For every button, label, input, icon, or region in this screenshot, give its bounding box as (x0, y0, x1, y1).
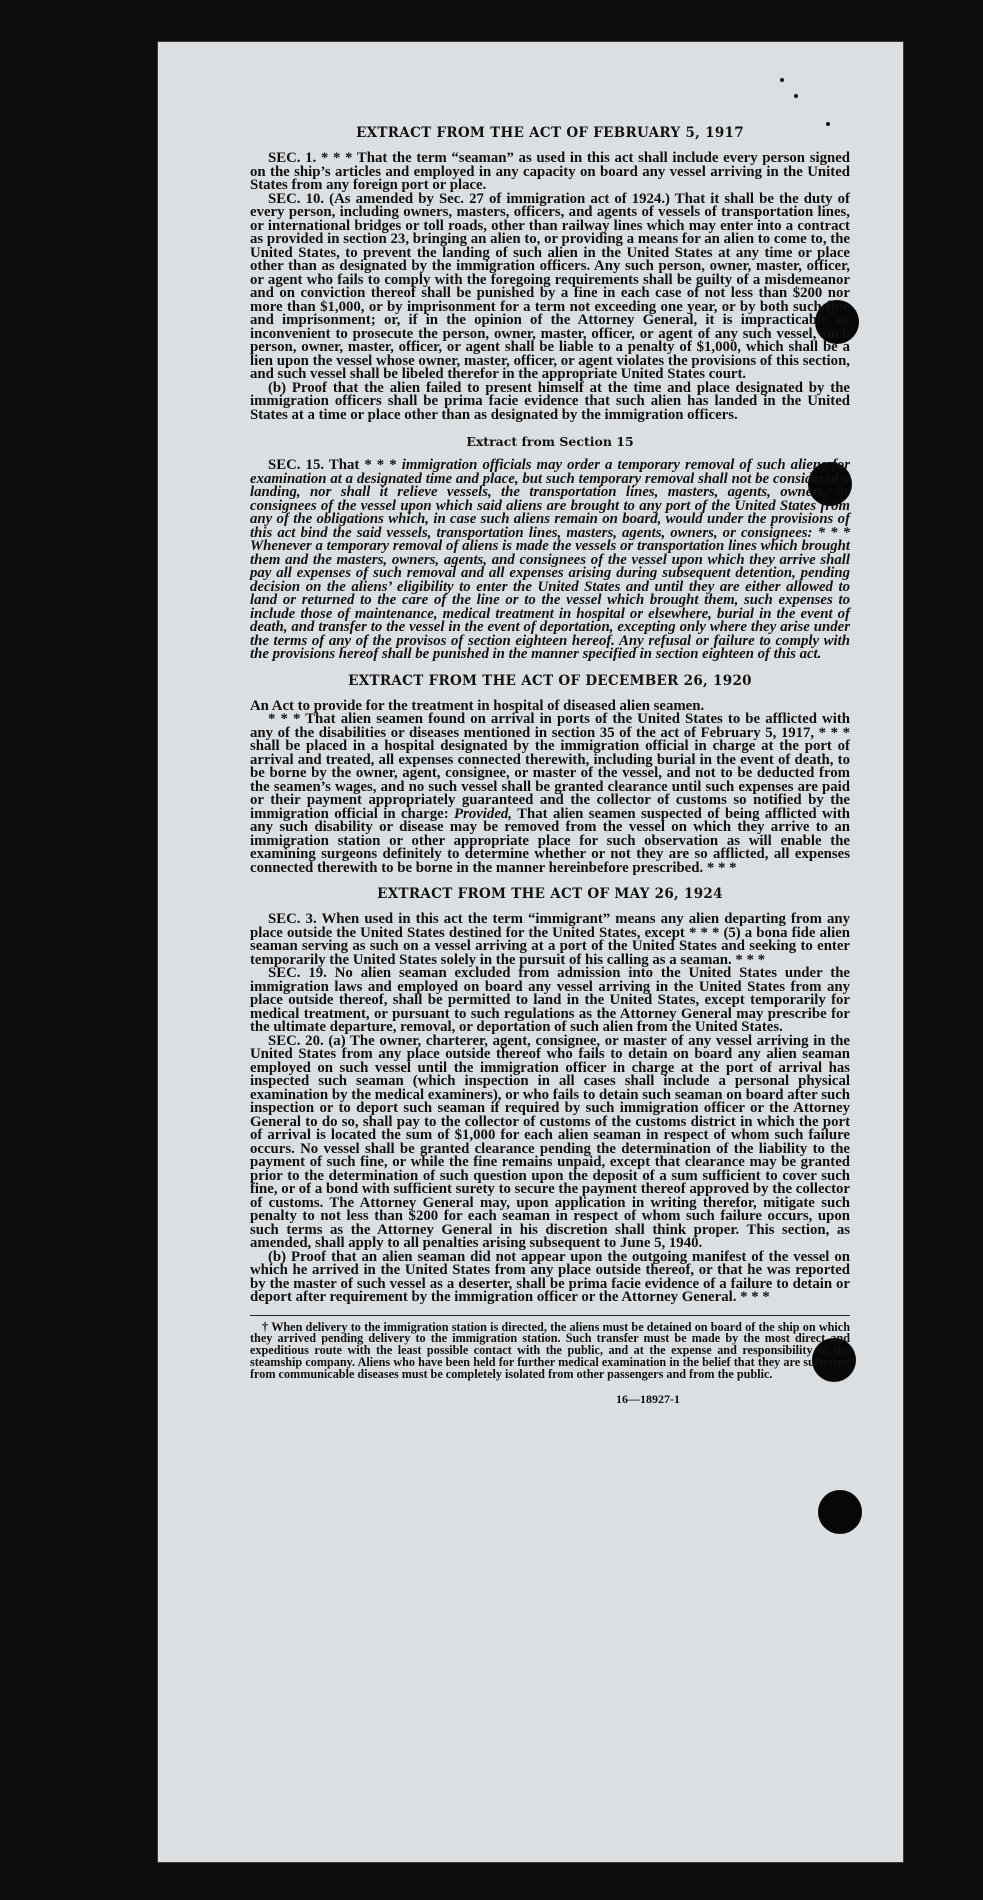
section-10b-paragraph: (b) Proof that the alien failed to present himself at the time and place designated by the immigration officers shall be prima facie evidence that such alien has landed in the United States at a time or place other than as designated by the immigration officers. (250, 379, 850, 423)
section-1-paragraph: SEC. 1. * * * That the term “seaman” as used in this act shall include every person signed on the ship’s articles and employed in any capacity on board any vessel arriving in the United States from any foreign port or place. (250, 150, 850, 193)
dust-speck (780, 78, 784, 82)
section-3-paragraph: SEC. 3. When used in this act the term “immigrant” means any alien departing from any place outside the United States destined for the United States, except * * * (5) a bona fide alien seaman serving as such on a vessel arriving at a port of the United States and seeking to enter temporarily the United States solely in the pursuit of his calling as a seaman. * * * (250, 911, 850, 968)
document-body (250, 124, 850, 1407)
act-1920-title: An Act to provide for the treatment in hospital of diseased alien seamen. (250, 697, 705, 714)
footnote-divider (250, 1315, 850, 1316)
heading-act-1920: EXTRACT FROM THE ACT OF DECEMBER 26, 1920 (348, 672, 752, 689)
section-20a-paragraph: SEC. 20. (a) The owner, charterer, agent, consignee, or master of any vessel arriving in the United States from any place outside thereof who fails to detain on board any alien seaman employed on such vessel until the immigration officer in charge at the port of arrival has inspected such seaman (which inspection in all cases shall include a personal physical examination by the medical examiners), or who fails to detain such seaman on board after such inspection or to deport such seaman if required by such immigration officer or the Attorney General to do so, shall pay to the collector of customs of the customs district in which the port of arrival is located the sum of $1,000 for each alien seaman in respect of whom such failure occurs. No vessel shall be granted clearance pending the determination of the liability to the payment of such fine, or while the fine remains unpaid, except that clearance may be granted prior to the determination of such question upon the deposit of a sum sufficient to cover such fine, or of a bond with sufficient surety to secure the payment thereof approved by the collector of customs. The Attorney General may, upon application in writing therefor, mitigate such penalty to not less than $200 for each seaman in respect of whom such failure occurs, upon such terms as the Attorney General in his discretion shall think proper. This section, as amended, shall apply to all penalties arising subsequent to June 5, 1940. (250, 1032, 850, 1251)
footnote-text: † When delivery to the immigration station is directed, the aliens must be detained on board of the ship on which they arrived pending delivery to the immigration station. Such transfer must be made by the most direct and expeditious route with the least possible contact with the public, and at the expense and responsibility of the steamship company. Aliens who have been held for further medical examination in the belief that they are suffering from communicable diseases must be completely isolated from other passengers and from the public. (250, 1319, 850, 1381)
heading-act-1917: EXTRACT FROM THE ACT OF FEBRUARY 5, 1917 (356, 125, 744, 141)
section-15-lead: SEC. 15. That * * * (268, 457, 402, 473)
dust-speck (794, 94, 798, 98)
form-number: 16—18927-1 (616, 1392, 680, 1407)
punch-hole (818, 1490, 862, 1534)
provided-label: Provided, (454, 805, 512, 822)
section-19-paragraph: SEC. 19. No alien seaman excluded from admission into the United States under the immigration laws and employed on board any vessel arriving in the United States from any place outside thereof, shall be permitted to land in the United States, except temporarily for medical treatment, or pursuant to such regulations as the Attorney General may prescribe for the ultimate departure, removal, or deportation of such alien from the United States. (250, 965, 850, 1035)
heading-section-15: Extract from Section 15 (466, 434, 634, 449)
act-1920-text-b: That alien seamen suspected of being afflicted with any such disability or disease may be removed from the vessel on which they arrive to an immigration station or other appropriate place for such observation as will enable the examining surgeons definitely to determine whether or not they are so afflicted, all expenses connected therewith to be borne in the manner hereinbefore prescribed. * * * (250, 805, 850, 876)
heading-act-1924: EXTRACT FROM THE ACT OF MAY 26, 1924 (377, 886, 723, 902)
section-20b-paragraph: (b) Proof that an alien seaman did not appear upon the outgoing manifest of the vessel on which he arrived in the United States from any place outside thereof, or that he was reported by the master of such vessel as a deserter, shall be prima facie evidence of a failure to detain or deport after requirement by the immigration officer or the Attorney General. * * * (250, 1248, 850, 1305)
act-1920-paragraph (250, 713, 850, 875)
section-15-italic-text: immigration officials may order a temporary removal of such aliens for examination at a designated time and place, but such temporary removal shall not be considered a landing, nor shall it relieve vessels, the transportation lines, masters, agents, owners, or consignees of the vessel upon which said aliens are brought to any port of the United States from any of the obligations which, in case such aliens remain on board, would under the provisions of this act bind the said vessels, transportation lines, masters, agents, owners, or consignees: * * * Whenever a temporary removal of aliens is made the vessels or transportation lines which brought them and the masters, owners, agents, and consignees of the vessel upon which they arrive shall pay all expenses of such removal and all expenses arising during subsequent detention, pending decision on the aliens’ eligibility to enter the United States and until they are either allowed to land or returned to the care of the line or to the vessel which brought them, such expenses to include those of maintenance, medical treatment in hospital or elsewhere, burial in the event of death, and transfer to the vessel in the event of deportation, excepting only where they arise under the terms of any of the provisos of section eighteen hereof. Any refusal or failure to comply with the provisions hereof shall be punished in the manner specified in section eighteen of this act. (250, 457, 850, 662)
section-15-paragraph (250, 459, 850, 662)
document-page (158, 42, 903, 1862)
section-10-paragraph: SEC. 10. (As amended by Sec. 27 of immigration act of 1924.) That it shall be the duty of every person, including owners, masters, officers, and agents of vessels of transportation lines, or international bridges or toll roads, other than railway lines which may enter into a contract as provided in section 23, bringing an alien to, or providing a means for an alien to come to, the United States, to prevent the landing of such alien in the United States at any time or place other than as designated by the immigration officers. Any such person, owner, master, officer, or agent who fails to comply with the foregoing requirements shall be guilty of a misdemeanor and on conviction thereof shall be punished by a fine in each case of not less than $200 nor more than $1,000, or by imprisonment for a term not exceeding one year, or by both such fine and imprisonment; or, if in the opinion of the Attorney General, it is impracticable or inconvenient to prosecute the person, owner, master, officer, or agent of any such vessel, such person, owner, master, officer, or agent shall be liable to a penalty of $1,000, which shall be a lien upon the vessel whose owner, master, officer, or agent violates the provisions of this section, and such vessel shall be libeled therefor in the appropriate United States court. (250, 190, 850, 382)
act-1920-text-a: * * * That alien seamen found on arrival in ports of the United States to be afflicted with any of the disabilities or diseases mentioned in section 35 of the act of February 5, 1917, * * * shall be placed in a hospital designated by the immigration official in charge at the port of arrival and treated, all expenses connected therewith, including burial in the event of death, to be borne by the owner, agent, consignee, or master of the vessel, and not to be deducted from the seamen’s wages, and no such vessel shall be granted clearance until such expenses are paid or their payment appropriately guaranteed and the collector of customs so notified by the immigration official in charge: (250, 711, 850, 822)
